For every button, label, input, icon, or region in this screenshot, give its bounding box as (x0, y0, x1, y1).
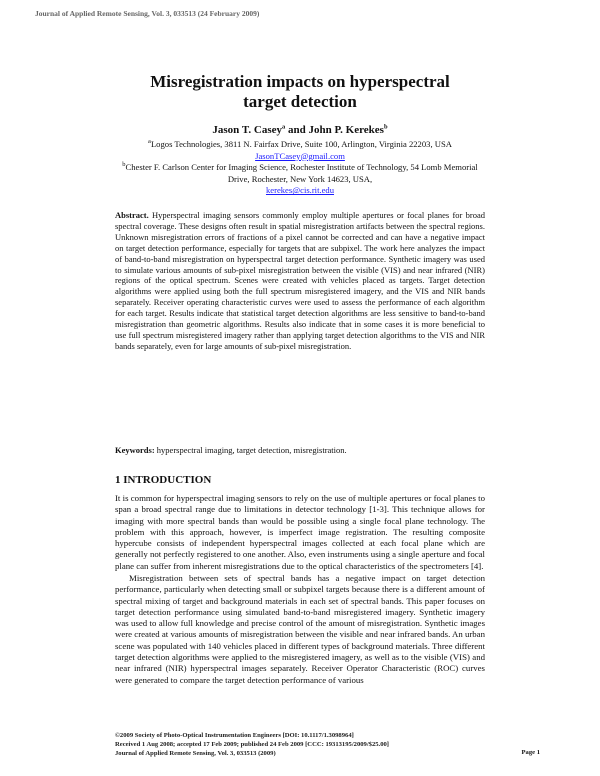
body-paragraph: Misregistration between sets of spectral bands has a negative impact on target detection performance, particularly when detecting small or subpixel targets because there is a different amount of spectral mixing of target and background materials in each set of spectral bands. This paper focuses on target detection performance using simulated band-to-band misregistered imagery. Synthetic imagery was used to allow full knowledge and precise control of the amount of misregistration. Synthetic images were created at various amounts of misregistration between the visible and near infrared bands. An urban scene was populated with 140 vehicles placed in different types of background materials. Three different target detection algorithms were applied to the misregistered imagery, as well as to the visible (VIS) and near infrared (NIR) hyperspectral images separately. Receiver Operator Characteristic (ROC) curves were generated to compare the target detection performance of various (115, 573, 485, 685)
author-line (0, 124, 600, 136)
email-link[interactable]: JasonTCasey@gmail.com (255, 150, 345, 161)
keywords (115, 445, 485, 456)
affiliation-a (0, 139, 600, 162)
author-superscript: a (281, 123, 286, 131)
body-paragraph: It is common for hyperspectral imaging sensors to rely on the use of multiple apertures or focal planes to span a broad spectral range due to limitations in detector technology [1-3]. This technique allows for imaging with more spectral bands than would be possible using a single focal plane technology. The problem with this approach, however, is imperfect image registration. The resulting composite hypercube consists of independent hyperspectral images collected at each focal plane which are generally not perfectly registered to one another. Also, even instruments using a single aperture and focal plane can suffer from inherent misregistrations due to the optical characteristics of the spectrometers [4]. (115, 493, 485, 571)
footer-received: Received 1 Aug 2008; accepted 17 Feb 2009; published 24 Feb 2009 [CCC: 19313195/2009/$25.00] (115, 741, 389, 748)
author-conjunction: and (285, 124, 309, 136)
affiliation-text: Chester F. Carlson Center for Imaging Science, Rochester Institute of Technology, 54 Lomb Memorial Drive, Rochester, New York 14623, USA, (125, 162, 478, 184)
footer-copyright: ©2009 Society of Photo-Optical Instrumentation Engineers [DOI: 10.1117/1.3098964] (115, 732, 354, 739)
paper-title-text: Misregistration impacts on hyperspectral target detection (150, 72, 450, 111)
keywords-label: Keywords: (115, 445, 155, 455)
author-name: John P. Kerekes (308, 124, 384, 136)
footer-journal: Journal of Applied Remote Sensing, Vol. 3, 033513 (2009) (115, 750, 276, 757)
keywords-text: hyperspectral imaging, target detection, misregistration. (156, 445, 347, 455)
abstract-text: Hyperspectral imaging sensors commonly employ multiple apertures or focal planes for broad spectral coverage. These designs often result in spatial misregistration artifacts between the spectral regions. Unknown misregistration errors of fractions of a pixel cannot be corrected and can have a negative impact on target detection performance, especially for targets that are subpixel. The work here analyzes the impact of band-to-band misregistration on hyperspectral target detection performance. Synthetic imagery was used to simulate various amounts of sub-pixel misregistration between the visible (VIS) and near infrared (NIR) regions of the optical spectrum. Scenes were created with vehicles placed as targets. Target detection algorithms were applied using both the full spectrum misregistered imagery, and the VIS and NIR bands separately. Receiver operating characteristic curves were used to assess the performance of each algorithm for each target. Results indicate that statistical target detection algorithms are less sensitive to band-to-band misregistration than geometric algorithms. Results also indicate that in some cases it is more beneficial to use full spectrum misregistered imagery rather than applying target detection algorithms to the VIS and NIR bands separately, even for large amounts of sub-pixel misregistration. (115, 210, 486, 351)
section-heading: 1 INTRODUCTION (115, 474, 212, 486)
affiliation-text: Logos Technologies, 3811 N. Fairfax Drive, Suite 100, Arlington, Virginia 22203, USA (150, 139, 452, 149)
author-superscript: b (383, 123, 388, 131)
abstract-label: Abstract. (115, 210, 149, 220)
page-number: Page 1 (521, 749, 540, 756)
running-head: Journal of Applied Remote Sensing, Vol. 3, 033513 (24 February 2009) (35, 9, 260, 18)
affiliation-superscript: a (148, 138, 151, 146)
affiliation-b (0, 162, 600, 197)
author-name: Jason T. Casey (212, 124, 282, 136)
email-link[interactable]: kerekes@cis.rit.edu (265, 185, 335, 196)
abstract (115, 210, 485, 352)
paper-title (0, 72, 600, 112)
affiliation-superscript: b (122, 161, 126, 169)
